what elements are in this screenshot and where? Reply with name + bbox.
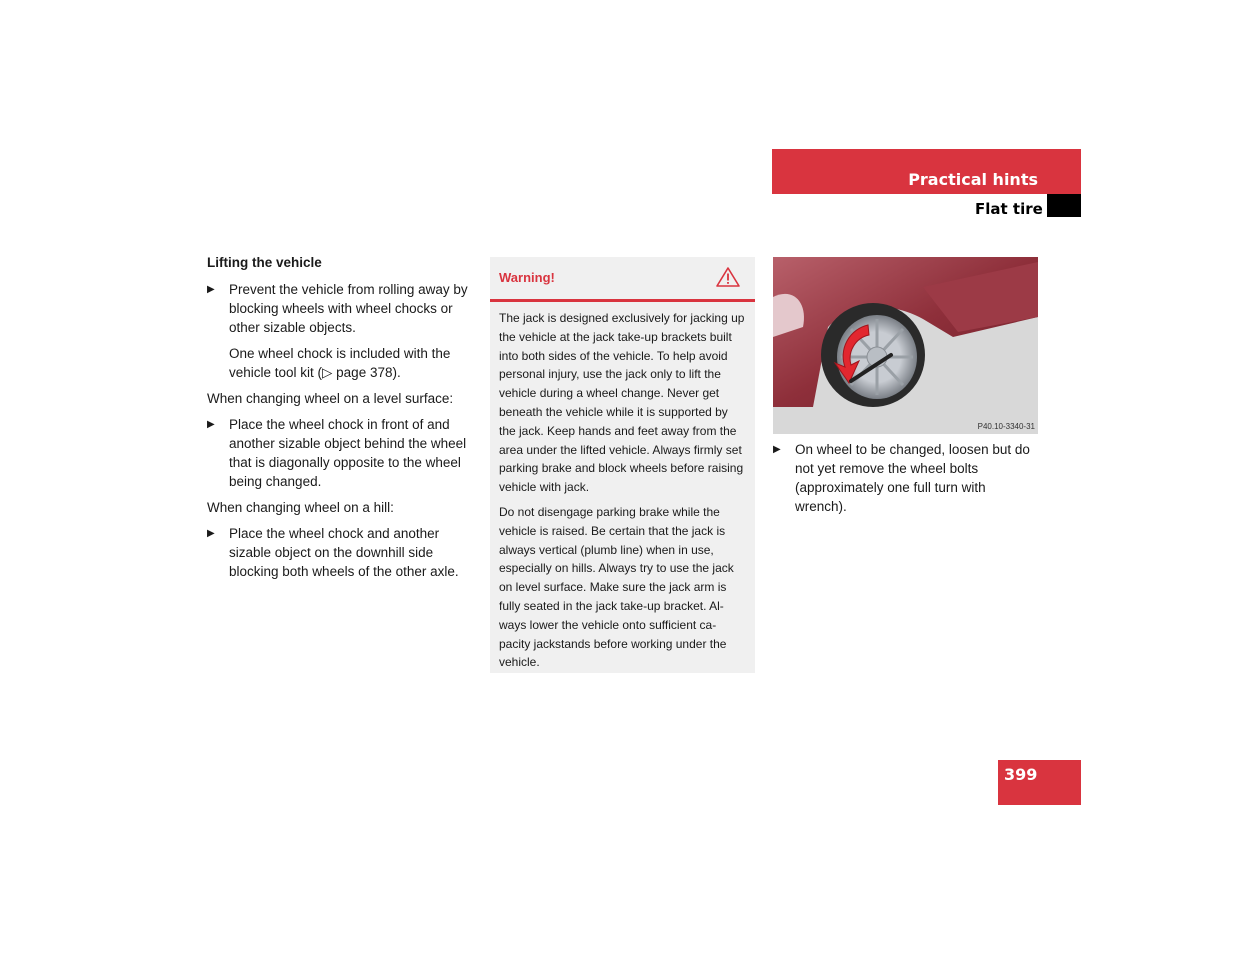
page-number-tab	[998, 760, 1081, 805]
section-title: Practical hints	[908, 170, 1038, 189]
bullet-item	[773, 440, 1041, 516]
warning-paragraph: Do not disengage parking brake while the vehicle is raised. Be certain that the jack is always vertical (plumb line) when in use, especially on hills. Always try to use the jack on level surface. Make sure the jack arm is fully seated in the jack take-up bracket. Al-ways lower the vehicle onto sufficient ca-pacity jackstands before working under the vehicle.	[499, 504, 734, 670]
wheel-loosening-illustration	[773, 257, 1038, 434]
bullet-arrow-icon: ▶	[773, 444, 781, 455]
warning-header	[490, 257, 755, 302]
subsection-title: Flat tire	[975, 200, 1043, 218]
warning-triangle-icon	[715, 266, 741, 293]
warning-body	[490, 302, 755, 672]
bullet-arrow-icon: ▶	[207, 419, 215, 430]
bullet-text: Place the wheel chock in front of and another sizable object behind the wheel that is diagonally opposite to the wheel being changed.	[229, 417, 467, 489]
bullet-arrow-icon: ▶	[207, 284, 215, 295]
left-column	[207, 253, 475, 588]
bullet-arrow-icon: ▶	[207, 528, 215, 539]
right-column	[773, 440, 1041, 523]
bullet-item	[207, 280, 475, 337]
subsection-marker	[1047, 194, 1081, 217]
warning-paragraph: The jack is designed exclusively for jacking up the vehicle at the jack take-up brackets built into both sides of the vehicle. To help avoid personal injury, use the jack only to lift the vehicle during a wheel change. Never get beneath the vehicle while it is supported by the jack. Keep hands and feet away from the area under the lifted vehicle. Always firmly set parking brake and block wheels before raising vehicle with jack.	[499, 311, 745, 495]
bullet-text: Prevent the vehicle from rolling away by blocking wheels with wheel chocks or other sizable objects.	[229, 282, 468, 335]
bullet-item	[207, 524, 475, 581]
bullet-text: On wheel to be changed, loosen but do not yet remove the wheel bolts (approximately one full turn with wrench).	[795, 442, 1030, 514]
level-intro: When changing wheel on a level surface:	[207, 391, 454, 406]
warning-box	[490, 257, 755, 673]
hill-intro: When changing wheel on a hill:	[207, 500, 394, 515]
car-wheel-drawing	[773, 257, 1038, 434]
bullet-text: Place the wheel chock and another sizable object on the downhill side blocking both wheels of the other axle.	[229, 526, 459, 579]
bullet-item	[207, 415, 475, 491]
note-text: One wheel chock is included with the vehicle tool kit (▷ page 378).	[229, 346, 451, 380]
section-heading: Lifting the vehicle	[207, 255, 322, 270]
page-number: 399	[1004, 765, 1038, 784]
figure-code: P40.10-3340-31	[977, 422, 1035, 431]
section-header-bar	[772, 149, 1081, 194]
warning-title: Warning!	[499, 270, 555, 285]
